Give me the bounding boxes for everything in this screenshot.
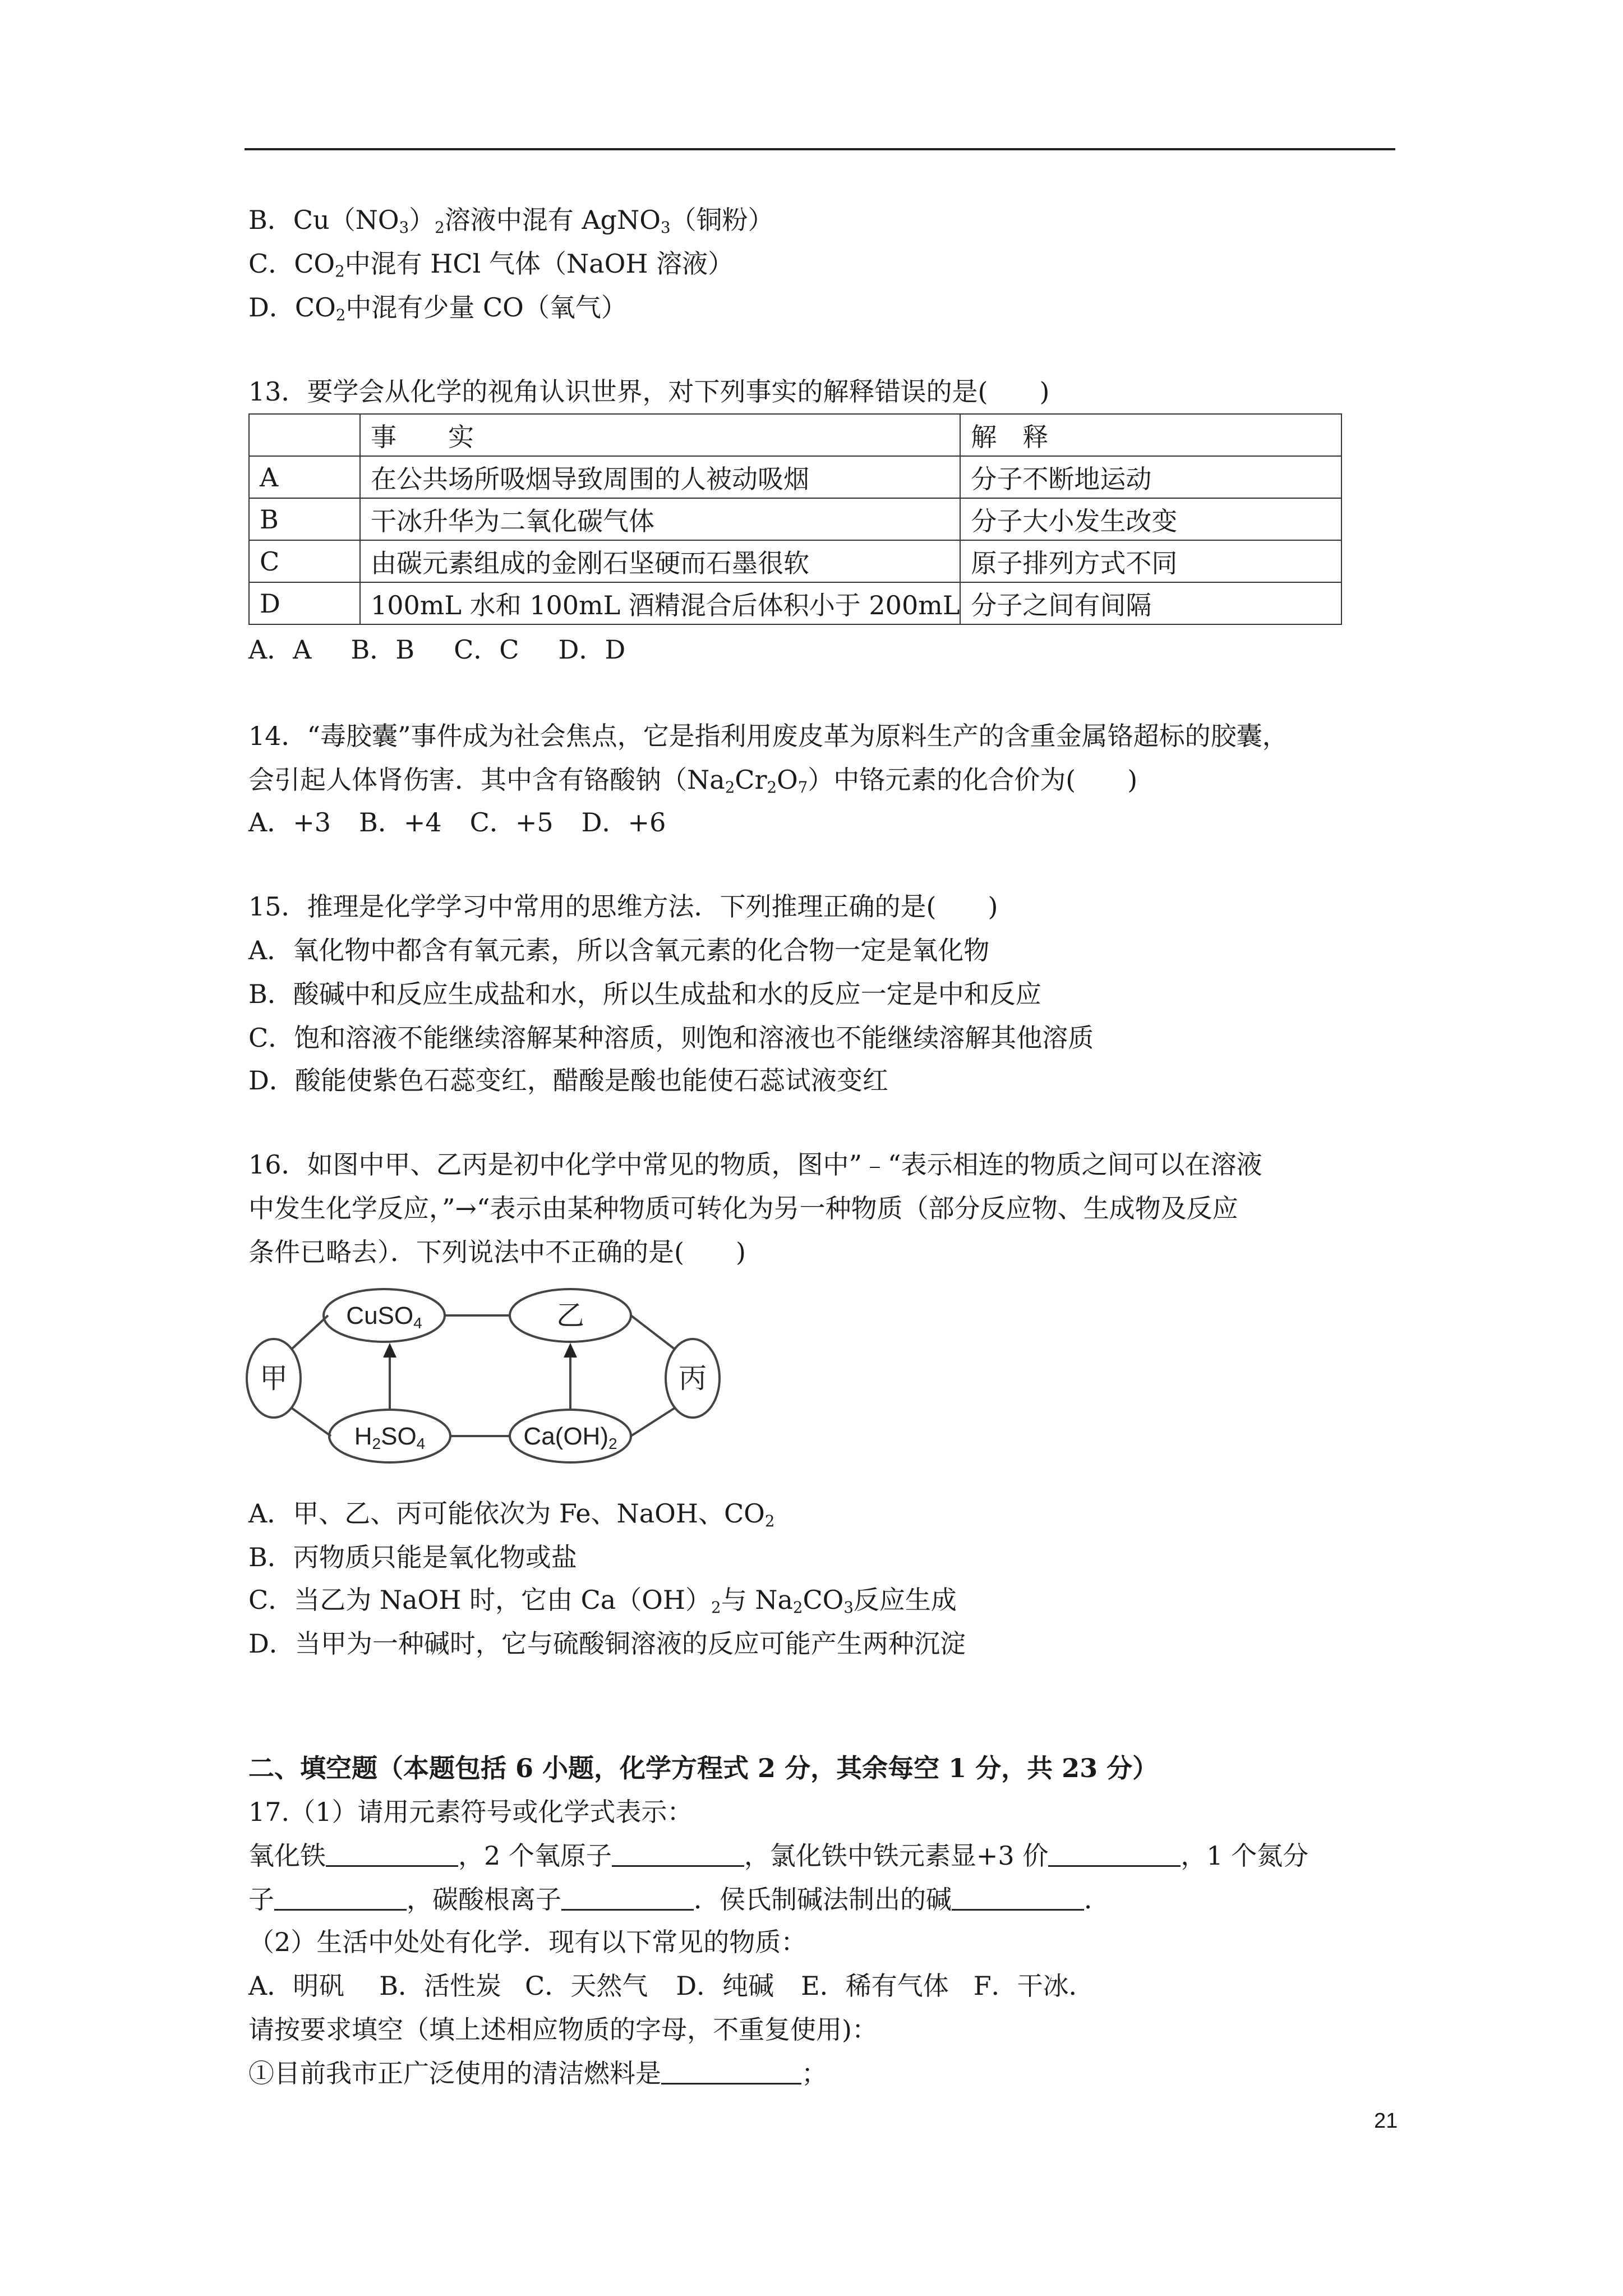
label-caoh2: Ca(OH)2 [523, 1423, 617, 1452]
header-fact: 事 实 [360, 414, 960, 456]
q15-option-c: C．饱和溶液不能继续溶解某种溶质，则饱和溶液也不能继续溶解其他溶质 [248, 1023, 1094, 1053]
option-d[interactable]: D．D [558, 634, 626, 665]
table-row: D 100mL 水和 100mL 酒精混合后体积小于 200mL 分子之间有间隔 [249, 582, 1341, 624]
label-h2so4: H2SO4 [354, 1423, 426, 1452]
q17-line1: 氧化铁 ，2 个氧原子 ，氯化铁中铁元素显+3 价 ，1 个氮分 [248, 1841, 1309, 1871]
option-b[interactable]: B．B [351, 634, 415, 665]
option-d[interactable]: D．+6 [581, 807, 666, 838]
label-jia: 甲 [260, 1363, 288, 1394]
option-c[interactable]: C．+5 [469, 807, 554, 838]
q15-option-a: A．氧化物中都含有氧元素，所以含氧元素的化合物一定是氧化物 [248, 935, 990, 965]
q13-stem: 13．要学会从化学的视角认识世界，对下列事实的解释错误的是( ) [248, 376, 1050, 407]
label-bing: 丙 [679, 1363, 707, 1394]
q16-line2: 中发生化学反应，”→“表示由某种物质可转化为另一种物质（部分反应物、生成物及反应 [248, 1193, 1238, 1223]
label-cuso4: CuSO4 [346, 1302, 422, 1332]
q14-line1: 14．“毒胶囊”事件成为社会焦点，它是指利用废皮革为原料生产的含重金属铬超标的胶囊， [248, 721, 1288, 751]
q13-table [248, 413, 1342, 625]
table-row: C 由碳元素组成的金刚石坚硬而石墨很软 原子排列方式不同 [249, 540, 1341, 582]
q12-option-d: D．$CO_2$中混有少量 CO（氧气） [248, 292, 627, 324]
q17-instruction: 请按要求填空（填上述相应物质的字母，不重复使用)： [248, 2014, 878, 2045]
q16-option-d: D．当甲为一种碱时，它与硫酸铜溶液的反应可能产生两种沉淀 [248, 1628, 966, 1659]
q15-option-d: D．酸能使紫色石蕊变红，醋酸是酸也能使石蕊试液变红 [248, 1065, 888, 1096]
q16-option-b: B．丙物质只能是氧化物或盐 [248, 1542, 577, 1572]
q15-stem: 15．推理是化学学习中常用的思维方法．下列推理正确的是( ) [248, 891, 998, 922]
page-number: 21 [1374, 2109, 1398, 2133]
reaction-diagram [236, 1273, 740, 1498]
table-row [249, 414, 1341, 456]
option-b[interactable]: B．+4 [359, 807, 442, 838]
answer-blank[interactable] [661, 2057, 801, 2085]
answer-blank[interactable] [561, 1883, 694, 1911]
q16-option-a: A．甲、乙、丙可能依次为 Fe、NaOH、$CO_2$ [248, 1498, 775, 1530]
q17-line2: 子 ，碳酸根离子 ．侯氏制碱法制出的碱 ． [248, 1884, 1110, 1915]
option-a[interactable]: A．+3 [248, 807, 331, 838]
q14-line2: 会引起人体肾伤害．其中含有铬酸钠$(Na_2Cr_2O_7)$中铬元素的化合价为( ) [248, 765, 1138, 797]
q17-choices [248, 1969, 1095, 2003]
q13-options [248, 633, 665, 666]
option-a[interactable]: A．A [248, 634, 312, 665]
label-yi: 乙 [556, 1300, 584, 1331]
header-rule [245, 148, 1395, 150]
choice-d: D．纯碱 [676, 1971, 774, 2001]
header-explain: 解 释 [960, 414, 1341, 456]
choice-c: C．天然气 [525, 1971, 648, 2001]
answer-blank[interactable] [274, 1883, 407, 1911]
answer-blank[interactable] [1048, 1839, 1181, 1867]
q16-option-c: C．当乙为 NaOH 时，它由 $Ca(OH)_2$与 $Na_2CO_3$反应生成 [248, 1585, 957, 1617]
table-row: A 在公共场所吸烟导致周围的人被动吸烟 分子不断地运动 [249, 456, 1341, 498]
option-c[interactable]: C．C [454, 634, 519, 665]
q16-line1: 16．如图中甲、乙丙是初中化学中常见的物质，图中”﹣“表示相连的物质之间可以在溶液 [248, 1149, 1262, 1180]
q15-option-b: B．酸碱中和反应生成盐和水，所以生成盐和水的反应一定是中和反应 [248, 979, 1041, 1009]
q17-item1: ①目前我市正广泛使用的清洁燃料是 ； [248, 2058, 827, 2088]
q12-option-c: C．$CO_2$中混有 HCl 气体（NaOH 溶液） [248, 249, 734, 280]
answer-blank[interactable] [612, 1839, 744, 1867]
table-row: B 干冰升华为二氧化碳气体 分子大小发生改变 [249, 498, 1341, 540]
answer-blank[interactable] [952, 1883, 1084, 1911]
choice-b: B．活性炭 [379, 1971, 502, 2001]
q14-options [248, 806, 705, 839]
q16-line3: 条件已略去）．下列说法中不正确的是( ) [248, 1237, 746, 1267]
answer-blank[interactable] [326, 1839, 458, 1867]
section-title: 二、填空题（本题包括 6 小题，化学方程式 2 分，其余每空 1 分，共 23 分） [248, 1753, 1159, 1783]
q17-part1: 17.（1）请用元素符号或化学式表示： [248, 1797, 693, 1827]
choice-a: A．明矾 [248, 1971, 345, 2001]
choice-e: E．稀有气体 [801, 1971, 949, 2001]
q12-option-b: B．$Cu(NO_3)_2$溶液中混有 AgNO$_3$（铜粉） [248, 205, 774, 237]
choice-f: F．干冰． [973, 1971, 1095, 2001]
q17-part2: （2）生活中处处有化学．现有以下常见的物质： [248, 1927, 807, 1957]
